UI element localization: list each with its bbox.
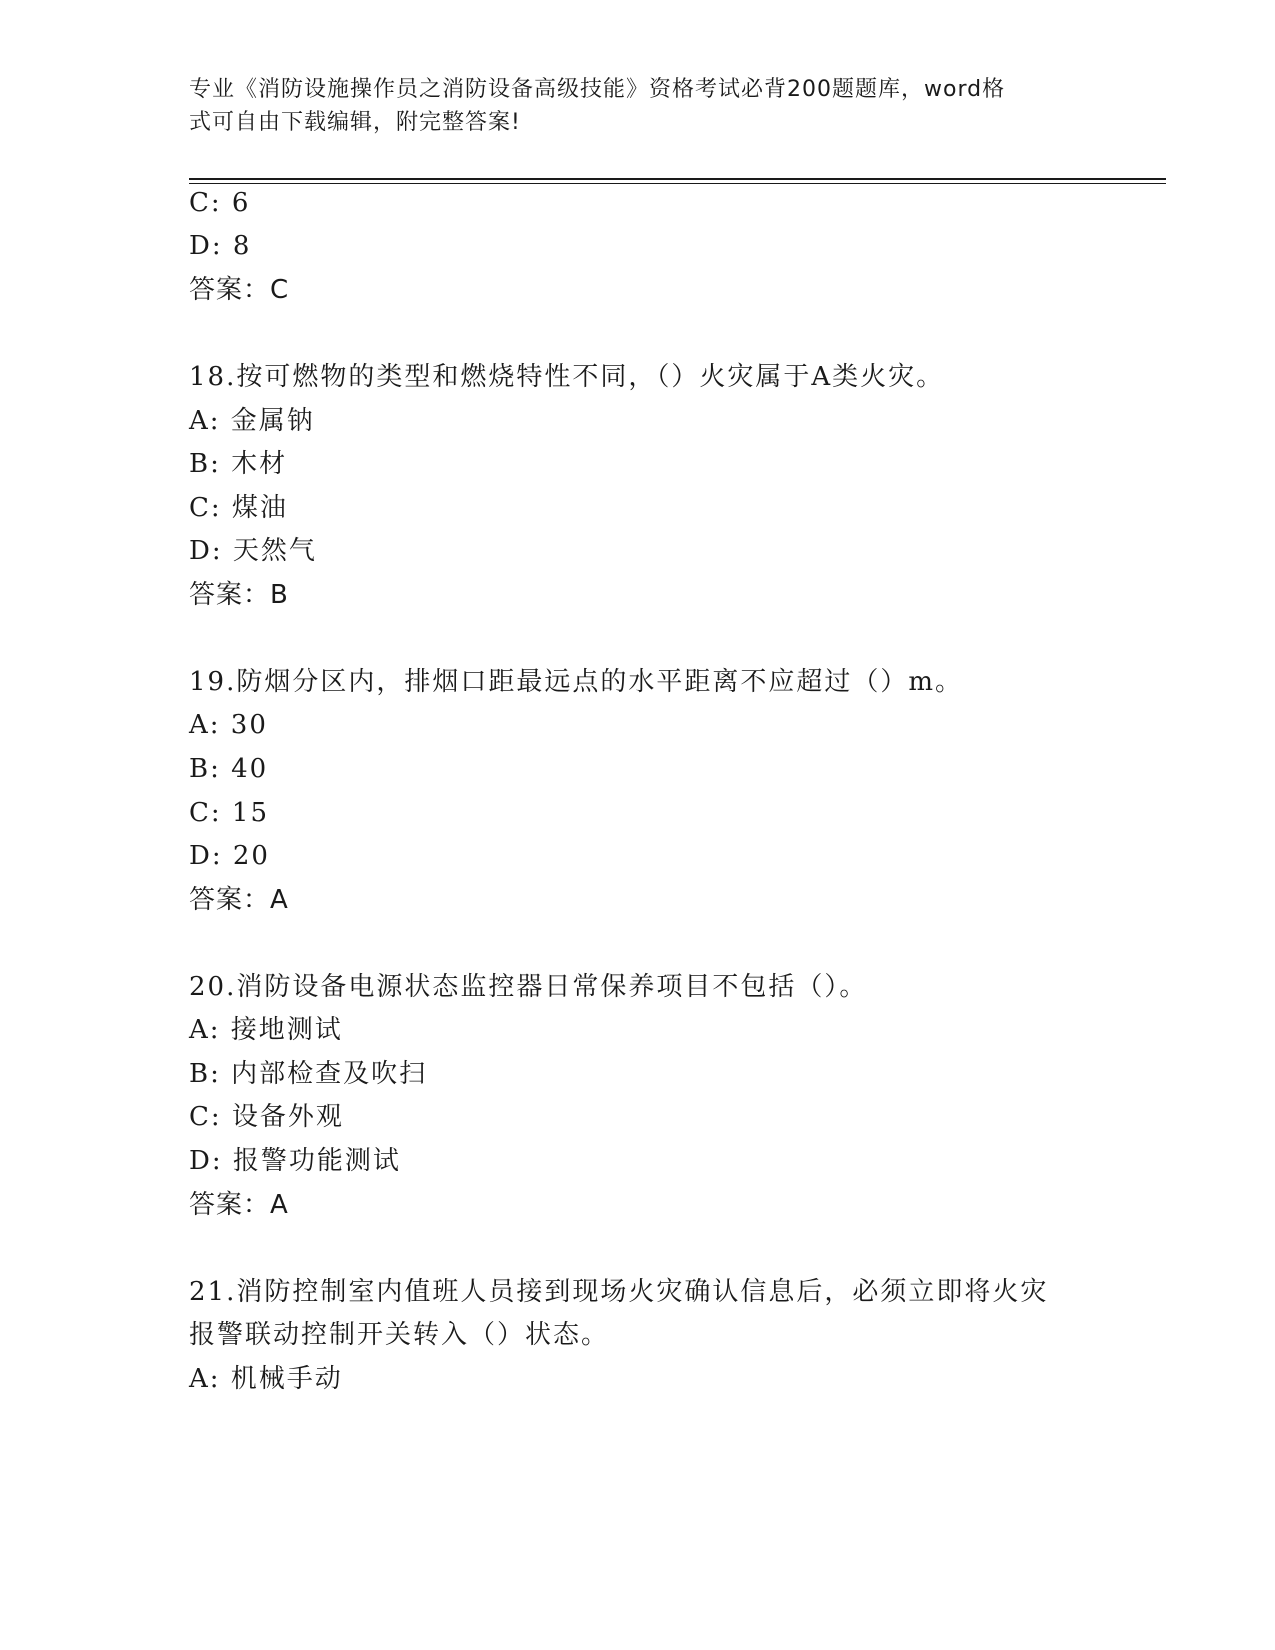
q19-option-a: A: 30: [189, 710, 268, 740]
q18-option-d: D: 天然气: [189, 536, 317, 566]
header-divider-thin: [189, 183, 1166, 184]
document-header: [189, 73, 1089, 139]
header-line-2: 式可自由下载编辑，附完整答案!: [189, 110, 521, 135]
q19-option-d: D: 20: [189, 841, 270, 871]
q20-option-a: A: 接地测试: [189, 1015, 343, 1045]
prev-option-c: C: 6: [189, 188, 251, 218]
q18-option-b: B: 木材: [189, 449, 288, 479]
q18-question: 18.按可燃物的类型和燃烧特性不同，（）火灾属于A类火灾。: [189, 362, 945, 392]
q20-option-b: B: 内部检查及吹扫: [189, 1059, 428, 1089]
q20-answer: 答案：A: [189, 1190, 289, 1220]
header-divider-thick: [189, 178, 1166, 180]
q18-option-c: C: 煤油: [189, 493, 288, 523]
q19-option-b: B: 40: [189, 754, 269, 784]
q21-question-line-2: 报警联动控制开关转入（）状态。: [189, 1320, 610, 1350]
prev-answer: 答案：C: [189, 275, 290, 305]
q19-option-c: C: 15: [189, 798, 270, 828]
q21-option-a: A: 机械手动: [189, 1364, 343, 1394]
q20-option-c: C: 设备外观: [189, 1102, 344, 1132]
q18-answer: 答案：B: [189, 580, 289, 610]
q20-question: 20.消防设备电源状态监控器日常保养项目不包括（）。: [189, 972, 868, 1002]
prev-option-d: D: 8: [189, 231, 252, 261]
header-line-1: 专业《消防设施操作员之消防设备高级技能》资格考试必背200题题库，word格: [189, 77, 1006, 102]
q20-option-d: D: 报警功能测试: [189, 1146, 401, 1176]
q18-option-a: A: 金属钠: [189, 406, 315, 436]
q19-answer: 答案：A: [189, 885, 289, 915]
q21-question-line-1: 21.消防控制室内值班人员接到现场火灾确认信息后，必须立即将火灾: [189, 1277, 1049, 1307]
q19-question: 19.防烟分区内，排烟口距最远点的水平距离不应超过（）m。: [189, 667, 964, 697]
